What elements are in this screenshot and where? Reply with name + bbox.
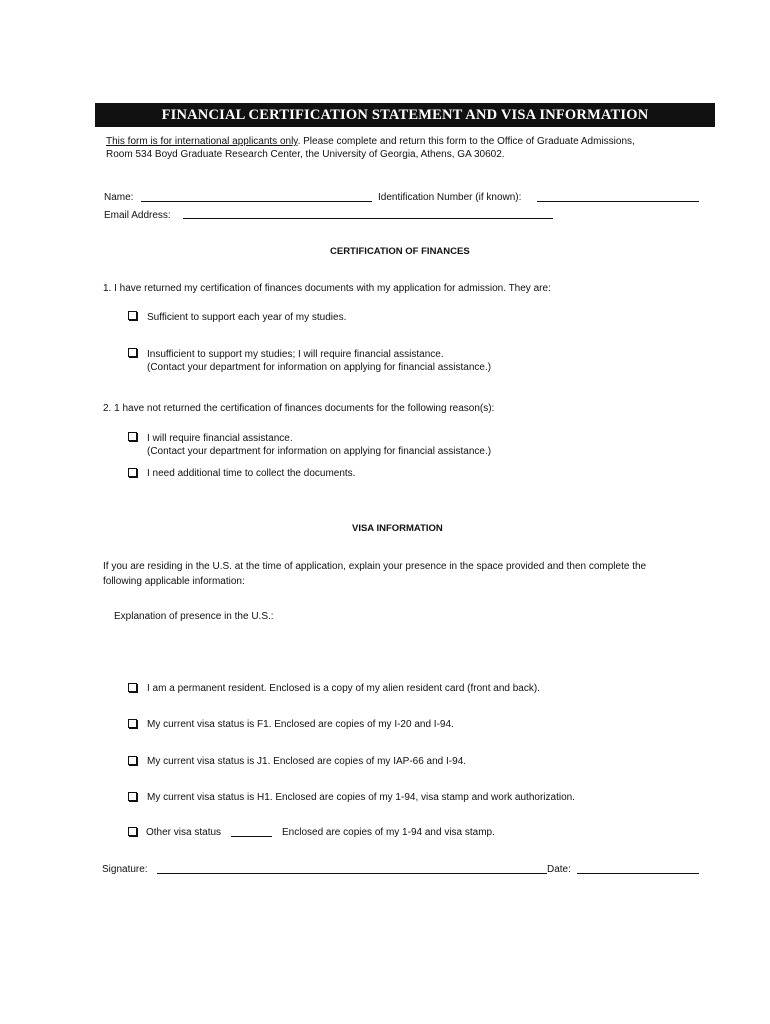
- explanation-space[interactable]: [114, 626, 699, 676]
- date-field[interactable]: [577, 873, 699, 874]
- require-assistance-label: [147, 432, 491, 458]
- h1-checkbox[interactable]: [128, 792, 137, 801]
- email-label: Email Address:: [104, 210, 171, 221]
- insufficient-label: [147, 348, 491, 374]
- finances-question-2: 2. 1 have not returned the certification of finances documents for the following reason(s):: [103, 403, 495, 414]
- insufficient-checkbox[interactable]: [128, 348, 137, 357]
- other-visa-label: Other visa status: [146, 827, 222, 838]
- insufficient-line-1: Insufficient to support my studies; I will require financial assistance.: [147, 349, 444, 360]
- visa-intro: [103, 559, 646, 589]
- additional-time-label: I need additional time to collect the documents.: [147, 468, 356, 479]
- j1-label: My current visa status is J1. Enclosed are copies of my IAP-66 and I-94.: [147, 756, 467, 767]
- date-label: Date:: [547, 864, 571, 875]
- permanent-resident-checkbox[interactable]: [128, 683, 137, 692]
- email-field[interactable]: [183, 218, 553, 219]
- visa-intro-line-1: If you are residing in the U.S. at the time of application, explain your presence in the space provided and then complete the: [103, 561, 647, 572]
- require-assistance-checkbox[interactable]: [128, 432, 137, 441]
- name-label: Name:: [104, 192, 134, 203]
- other-visa-checkbox[interactable]: [128, 827, 137, 836]
- j1-checkbox[interactable]: [128, 756, 137, 765]
- insufficient-line-2: (Contact your department for information on applying for financial assistance.): [147, 362, 492, 373]
- h1-label: My current visa status is H1. Enclosed are copies of my 1-94, visa stamp and work authorization.: [147, 792, 575, 803]
- form-title: FINANCIAL CERTIFICATION STATEMENT AND VISA INFORMATION: [95, 103, 715, 127]
- require-assistance-line-2: (Contact your department for information on applying for financial assistance.): [147, 446, 492, 457]
- other-visa-enclosed: Enclosed are copies of my 1-94 and visa stamp.: [282, 827, 495, 838]
- f1-label: My current visa status is F1. Enclosed are copies of my I-20 and I-94.: [147, 719, 454, 730]
- additional-time-checkbox[interactable]: [128, 468, 137, 477]
- intro-text: [106, 135, 635, 161]
- id-number-label: Identification Number (if known):: [378, 192, 522, 203]
- signature-label: Signature:: [102, 864, 148, 875]
- intro-rest: . Please complete and return this form to the Office of Graduate Admissions,: [297, 136, 635, 147]
- permanent-resident-label: I am a permanent resident. Enclosed is a copy of my alien resident card (front and back).: [147, 683, 540, 694]
- id-number-field[interactable]: [537, 201, 699, 202]
- explanation-label: Explanation of presence in the U.S.:: [114, 611, 274, 622]
- visa-heading: VISA INFORMATION: [352, 523, 443, 534]
- f1-checkbox[interactable]: [128, 719, 137, 728]
- sufficient-checkbox[interactable]: [128, 311, 137, 320]
- name-field[interactable]: [141, 201, 372, 202]
- intro-line-2: Room 534 Boyd Graduate Research Center, the University of Georgia, Athens, GA 30602.: [106, 149, 505, 160]
- sufficient-label: Sufficient to support each year of my studies.: [147, 312, 347, 323]
- visa-intro-line-2: following applicable information:: [103, 576, 245, 587]
- require-assistance-line-1: I will require financial assistance.: [147, 433, 293, 444]
- signature-field[interactable]: [157, 873, 547, 874]
- finances-heading: CERTIFICATION OF FINANCES: [330, 246, 470, 257]
- other-visa-field[interactable]: [231, 836, 272, 837]
- finances-question-1: 1. I have returned my certification of finances documents with my application for admission. They are:: [103, 283, 551, 294]
- intro-underlined: This form is for international applicants only: [106, 136, 298, 147]
